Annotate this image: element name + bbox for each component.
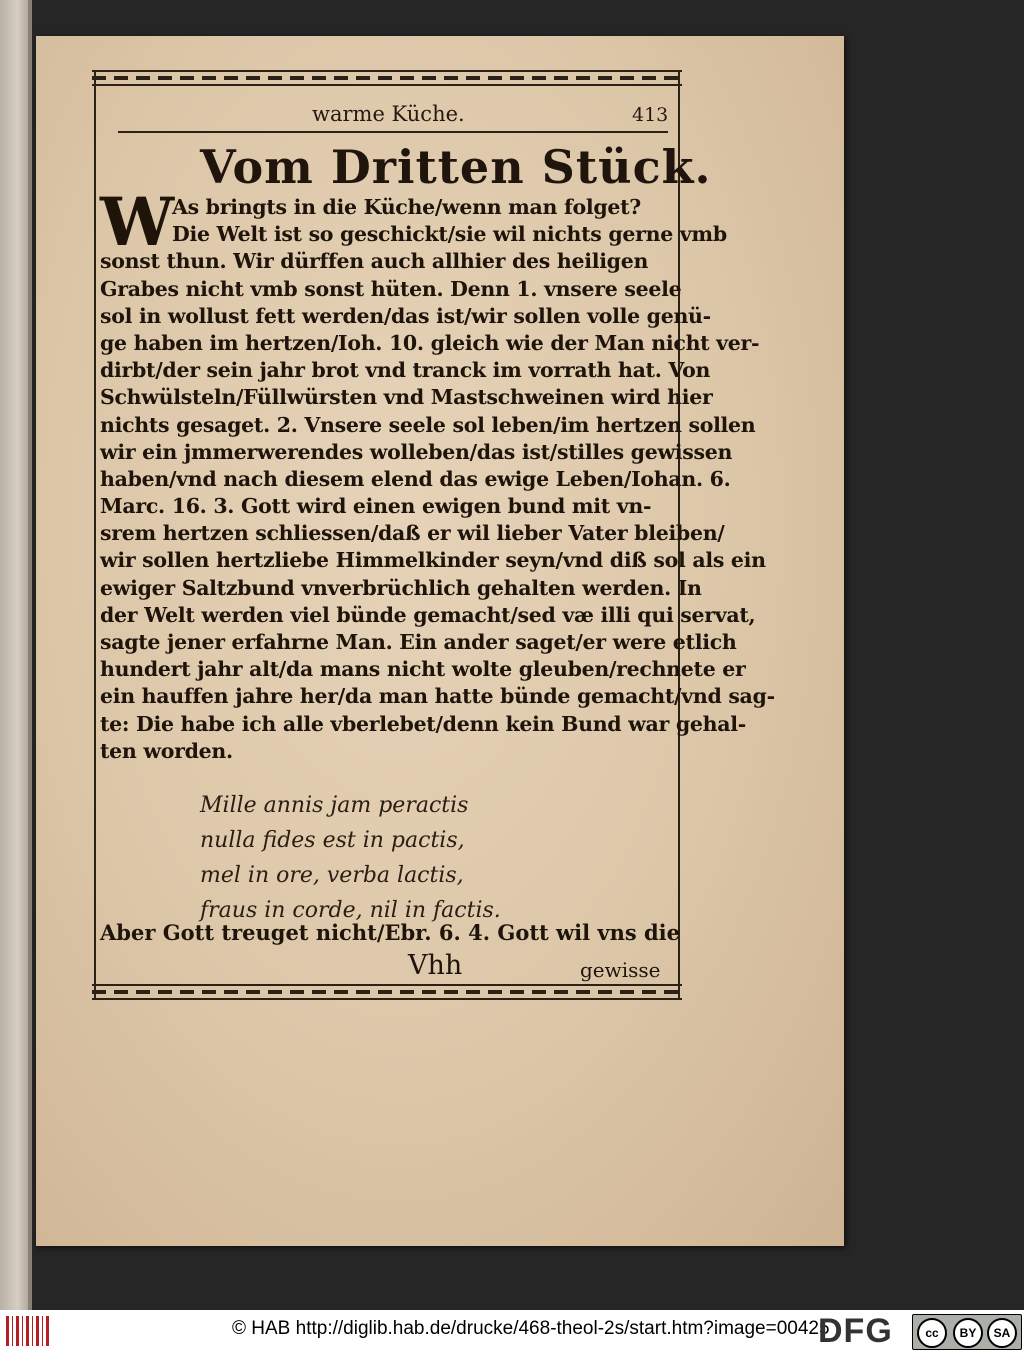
text-line: haben/vnd nach diesem elend das ewige Leben/Iohan. 6.: [100, 466, 731, 491]
text-line: srem hertzen schliessen/daß er wil lieber Vater bleiben/: [100, 521, 725, 546]
body-text: [100, 183, 775, 765]
text-line: As bringts in die Küche/wenn man folget?: [172, 195, 641, 219]
verse-line: nulla fides est in pactis,: [200, 828, 465, 853]
text-line: Grabes nicht vmb sonst hüten. Denn 1. vnsere seele: [100, 276, 682, 301]
cc-icon: cc: [917, 1318, 947, 1348]
chapter-heading: Vom Dritten Stück.: [200, 140, 712, 194]
verse-line: fraus in corde, nil in factis.: [200, 898, 501, 923]
text-line: wir sollen hertzliebe Himmelkinder seyn/vnd diß sol als ein: [100, 548, 766, 573]
copyright-link[interactable]: © HAB http://diglib.hab.de/drucke/468-theol-2s/start.htm?image=00425: [232, 1318, 830, 1339]
cc-license-badge[interactable]: [912, 1314, 1022, 1350]
text-line: Schwülsteln/Füllwürsten vnd Mastschweinen wird hier: [100, 385, 713, 410]
by-icon: BY: [953, 1318, 983, 1348]
text-line: sol in wollust fett werden/das ist/wir sollen volle genü-: [100, 303, 711, 328]
text-line: ge haben im hertzen/Ioh. 10. gleich wie der Man nicht ver-: [100, 330, 760, 355]
top-ornament-rule: [92, 70, 682, 86]
signature-mark: Vhh: [408, 950, 463, 981]
verse-line: mel in ore, verba lactis,: [200, 863, 464, 888]
text-line: ewiger Saltzbund vnverbrüchlich gehalten werden. In: [100, 575, 702, 600]
text-line: dirbt/der sein jahr brot vnd tranck im vorrath hat. Von: [100, 358, 711, 383]
footer-bar: [0, 1310, 1024, 1351]
text-line: sonst thun. Wir dürffen auch allhier des heiligen: [100, 249, 649, 274]
running-head: [94, 102, 674, 132]
text-line: ten worden.: [100, 738, 233, 763]
text-line: nichts gesaget. 2. Vnsere seele sol leben/im hertzen sollen: [100, 412, 756, 437]
drop-cap: W: [100, 183, 175, 261]
running-title: warme Küche.: [312, 102, 465, 126]
adjacent-page-edge: [0, 0, 32, 1310]
text-line: hundert jahr alt/da mans nicht wolte gleuben/rechnete er: [100, 657, 746, 682]
text-line: der Welt werden viel bünde gemacht/sed væ illi qui servat,: [100, 602, 756, 627]
text-line: sagte jener erfahrne Man. Ein ander saget/er were etlich: [100, 630, 737, 654]
text-line: Die Welt ist so geschickt/sie wil nichts gerne vmb: [172, 222, 727, 247]
text-line: Marc. 16. 3. Gott wird einen ewigen bund mit vn-: [100, 494, 652, 519]
bottom-ornament-rule: [92, 984, 682, 1000]
header-rule: [118, 131, 668, 133]
text-line: te: Die habe ich alle vberlebet/denn kein Bund war gehal-: [100, 711, 746, 736]
text-line: wir ein jmmerwerendes wolleben/das ist/stilles gewissen: [100, 439, 733, 464]
sa-icon: SA: [987, 1318, 1017, 1348]
verse-line: Mille annis jam peractis: [200, 793, 469, 818]
library-logo-icon[interactable]: [6, 1316, 52, 1346]
closing-line: Aber Gott treuget nicht/Ebr. 6. 4. Gott wil vns die: [100, 920, 681, 945]
latin-verse: [200, 788, 580, 928]
text-line: ein hauffen jahre her/da man hatte bünde gemacht/vnd sag-: [100, 684, 775, 709]
catchword: gewisse: [580, 958, 661, 982]
dfg-logo[interactable]: DFG: [818, 1312, 893, 1350]
page-number: 413: [632, 104, 669, 126]
